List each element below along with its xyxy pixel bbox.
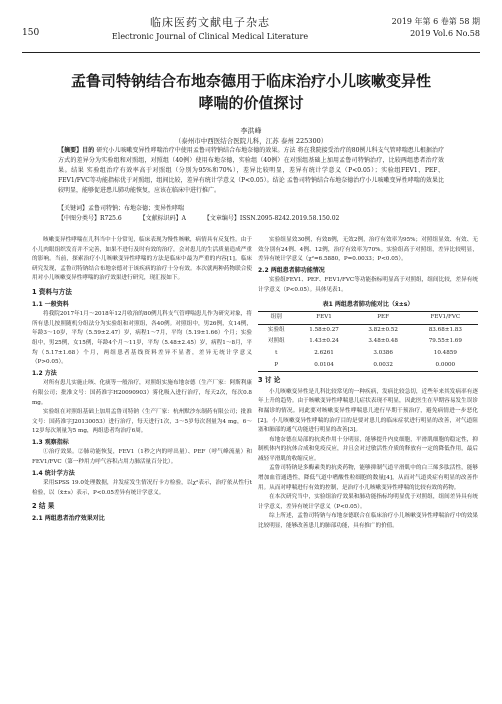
subsection-heading: 1.2 方法 (32, 369, 57, 377)
issue-cn: 2019 年第 6 卷第 58 期 (391, 17, 480, 26)
paragraph: 综上所述，孟鲁司特钠与布地奈德联合在临床治疗小儿咳嗽变异性哮喘治疗中的效果比较明显，能够改善患儿的肺部功能，具有推广的价值。 (258, 513, 478, 530)
article-title-line1: 孟鲁司特钠结合布地奈德用于临床治疗小儿咳嗽变异性 (70, 72, 431, 90)
table-caption: 表1 两组患者肺功能对比（x̄±s） (322, 300, 414, 308)
table-cell: 83.68±1.83 (428, 326, 462, 333)
affiliation: （泰州市中西医结合医院儿科，江苏 泰州 225300） (174, 137, 328, 145)
table-header-cell: FEV1 (316, 314, 332, 321)
page-number: 150 (22, 28, 40, 38)
keywords: 【关键词】孟鲁司特钠；布地奈德；变异性哮喘 (58, 205, 185, 212)
intro-paragraph: 咳嗽变异性哮喘在儿科当中十分常见，临床表现为慢性咳嗽，病情具有反复性。由于小儿肉眼组织发育并不完善，如果不进行及时有效的治疗，会对患儿的生活质量造成严重的影响。当前，探索治疗小儿咳嗽变异性哮喘的方法是临床中最为严重的内容[1]。临床研究发现，孟鲁司特钠结合布地奈德对于该疾病的治疗十分有效。本次就两种药物联合使用对小儿咳嗽变异性哮喘的治疗效果进行研究，现汇报如下。 (32, 237, 252, 282)
table-header-cell: PEF (377, 314, 389, 321)
table-cell: P (274, 361, 279, 368)
lung-function-table (258, 311, 478, 372)
section-heading: 3 讨 论 (258, 376, 281, 385)
table-row (258, 348, 478, 360)
abstract-label: 【摘要】目的 (58, 147, 95, 154)
table-row (258, 336, 478, 348)
paragraph: 布地奈德在局部的抗炎作用十分明显，能够提升内皮细胞，平滑肌细胞的稳定性，抑制机体内的抗体合成和免疫反应，并且会对过敏活性介质的释放有一定的降低作用，最后减轻平滑肌的收缩反应。 (258, 436, 478, 462)
abstract-text: 研究小儿咳嗽变异性哮喘治疗中使用孟鲁司特钠结合布地奈德的效果。方法 将在我院接受治疗的80例儿科支气管哮喘患儿根据治疗方式的差异分为实验组和对照组，对照组（40例）使用布地奈德，实验组（40例）在对照组基础上加用孟鲁司特钠治疗，比较两组患者治疗效果。结果 实验组治疗有效率高于对照组（分别为95%和70%），差异比较明显，差异有统计学意义（P<0.05）；实验组FEV1、PEF、FEV1/FVC等功能指标优于对照组，组间比较，差异有统计学意义（P<0.05）。结论 孟鲁司特钠结合布地奈德治疗小儿咳嗽变异性哮喘的效果比较明显，能够促进患儿肺功能恢复，应该在临床中进行推广。 (58, 147, 444, 194)
left-column (32, 236, 252, 525)
table-cell: 1.58±0.27 (309, 326, 339, 333)
header-divider (22, 52, 480, 53)
table-cell: t (275, 349, 278, 356)
article-title (30, 70, 472, 114)
table-cell: 3.0386 (373, 349, 393, 356)
table-cell: 3.82±0.52 (368, 326, 398, 333)
table-cell: 0.0000 (435, 361, 456, 368)
section-heading: 1 资料与方法 (32, 287, 72, 296)
paragraph: 实验组在对照组基础上加用孟鲁司特钠（生产厂家：杭州默沙东制药有限公司；批准文号：国药准字J20130053）进行治疗，每天进行1次，3～5岁每次剂量为4 mg，6～12岁每次剂量为5 mg，两组患者均治疗6周。 (32, 409, 252, 435)
paragraph: 采用SPSS 19.0处理数据，并发症发生情况行卡方检验，以χ²表示，治疗依从性行t检验，以（x̄±s）表示，P<0.05差异有统计学意义。 (32, 480, 252, 496)
subsection-heading: 1.4 统计学方法 (32, 469, 75, 477)
table-cell: 2.6261 (314, 349, 334, 356)
subsection-heading: 2.2 两组患者肺功能情况 (258, 266, 325, 274)
abstract (58, 146, 444, 196)
table-header-cell: FEV1/FVC (430, 314, 461, 321)
subsection-heading: 1.1 一般资料 (32, 300, 69, 308)
table-cell: 3.48±0.48 (368, 338, 398, 345)
section-heading: 2 结 果 (32, 502, 55, 511)
paragraph: 孟鲁司特钠是多酶素类的抗炎药物，能够抑制气道平滑肌中的白三烯多肽活性，能够增加血管通透性，降低气道中嗜酸性粒细胞的数量[4]，从而对气道炎症有明显的改善作用。从而对哮喘进行有效的控制，是治疗小儿咳嗽变异性哮喘的比较有效的药物。 (258, 465, 478, 491)
table-cell: 0.0032 (373, 361, 393, 368)
right-column (258, 236, 478, 532)
table-header-row (258, 312, 478, 325)
article-id: 【文章编号】ISSN.2095-8242.2019.58.150.02 (203, 215, 340, 222)
journal-name-cn: 临床医药文献电子杂志 (150, 16, 270, 29)
table-cell: 1.43±0.24 (309, 338, 339, 345)
article-title-line2: 哮喘的价值探讨 (198, 94, 304, 112)
table-cell: 对照组 (267, 338, 285, 345)
table-row (258, 360, 478, 372)
journal-name (110, 14, 310, 41)
table-cell: 实验组 (267, 326, 285, 333)
paragraph: 将我院2017年1月～2018年12月收治的80例儿科支气管哮喘患儿作为研究对象，将所有患儿按照随机分组法分为实验组和对照组，各40例。对照组中，男26例，女14例，年龄3～10岁，平均（5.59±2.47）岁，病程1～7月，平均（5.19±1.66）个月；实验组中，男25例，女15例，年龄4个月～11岁，平均（5.48±2.45）岁，病程1～8月，平均（5.17±1.68）个月，两组患者基线资料差异不显著，差异无统计学意义（P>0.05）。 (32, 311, 252, 366)
subsection-heading: 2.1 两组患者治疗效果对比 (32, 515, 105, 523)
table-cell: 0.0104 (314, 361, 334, 368)
issue-info (392, 16, 480, 40)
clc-number: 【中图分类号】R725.6 (58, 215, 122, 222)
classification-line (58, 214, 444, 224)
paragraph: 对所有患儿实施止咳、化痰等一般治疗，对照组实施布地奈德（生产厂家：阿斯利康有限公司；批准文号：国药准字H20090903）雾化吸入进行治疗，每天2次，每次0.8 mg。 (32, 380, 252, 406)
page-header (22, 12, 480, 60)
paragraph: 小儿咳嗽变异性是儿科比较常见的一种疾病，发病比较急切，近些年来其发病率有逐年上升的趋势。由于咳嗽变异性哮喘患儿症状表现不明显，因此医生在早期容易发生误诊和漏诊的情况。同此要对咳嗽变异性哮喘患儿进行早期干预治疗，避免病情进一步恶化[2]。小儿咳嗽变异性哮喘的治疗目的是要对患儿的临床症状进行明显的改善，对气道阻塞和肺部的通气功能进行明显的改善[3]。 (258, 388, 478, 434)
table-cell: 10.4859 (433, 349, 457, 356)
subsection-heading: 1.3 观察指标 (32, 438, 69, 446)
table-cell: 79.55±1.69 (428, 338, 462, 345)
author: 李洪峰 (240, 127, 262, 135)
paragraph: 在本次研究当中，实验组治疗效果和肺功能指标均明显优于对照组，组间差异具有统计学意义，差异有统计学意义（P<0.05）。 (258, 494, 478, 510)
table-header-cell: 组别 (270, 314, 282, 321)
paragraph: 实验组显效30例，有效8例，无效2例，治疗有效率为95%；对照组显效、有效、无效分别有24例、4例、12例，治疗有效率为70%。实验组高于对照组，差异比较明显，差异有统计学意义（χ²=6.5880，P=0.0033；P<0.05）。 (258, 237, 478, 263)
issue-en: 2019 Vol.6 No.58 (410, 29, 480, 38)
paragraph: 实验组FEV1、PEF、FEV1/FVC等功能指标明显高于对照组，组间比较，差异有统计学意义（P<0.05）。具体见表1。 (258, 277, 478, 293)
document-code: 【文献标识码】A (139, 215, 186, 222)
journal-name-en: Electronic Journal of Clinical Medical Literature (111, 32, 309, 41)
paragraph: ①治疗效果。②肺功能恢复，FEV1（1秒之内的呼出量）、PEF（呼气峰流量）和FEV1/FVC（第一秒用力呼气容积占用力肺活量百分比）。 (32, 449, 252, 466)
table-row (258, 324, 478, 336)
